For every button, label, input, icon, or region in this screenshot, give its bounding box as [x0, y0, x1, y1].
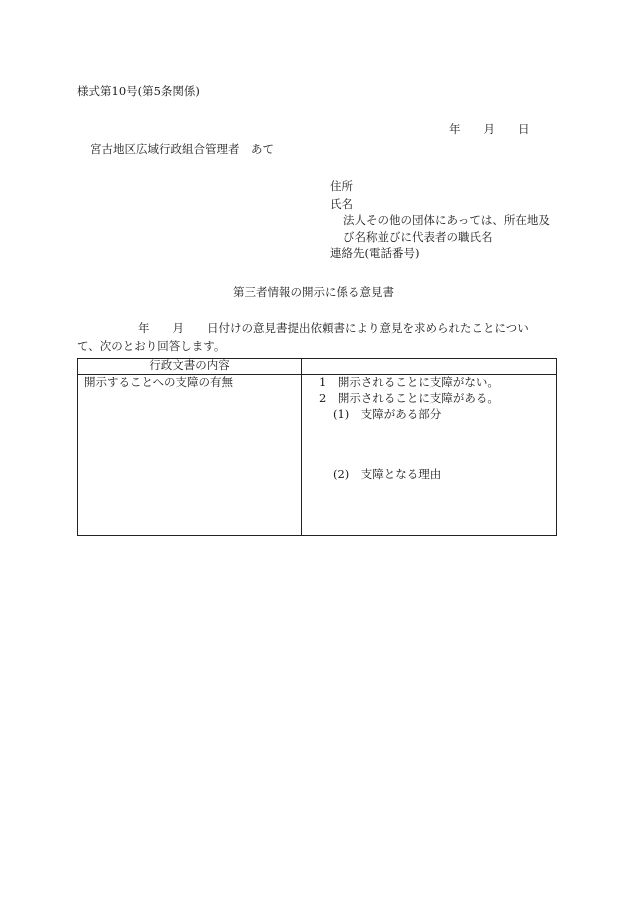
form-number: 様式第10号(第5条関係) [77, 84, 200, 98]
corp-note-line2: び名称並びに代表者の職氏名 [343, 230, 493, 244]
document-title: 第三者情報の開示に係る意見書 [233, 285, 394, 299]
opinion-table [77, 358, 557, 536]
table-header-right [302, 359, 557, 375]
intro-line2: て、次のとおり回答します。 [77, 339, 226, 353]
date-line: 年 月 日 [449, 122, 530, 136]
sub-item-2: (2) 支障となる理由 [333, 467, 442, 481]
contact-label: 連絡先(電話番号) [330, 246, 420, 260]
intro-line1: 年 月 日付けの意見書提出依頼書により意見を求められたことについ [138, 321, 529, 335]
table-answer-cell [302, 375, 557, 536]
name-label: 氏名 [330, 197, 353, 211]
table-row-label-cell [78, 375, 302, 536]
option-2: 2 開示されることに支障がある。 [319, 391, 499, 405]
option-1: 1 開示されることに支障がない。 [319, 375, 499, 389]
sub-item-1: (1) 支障がある部分 [333, 407, 442, 421]
table-header-left: 行政文書の内容 [78, 359, 302, 375]
address-label: 住所 [330, 179, 353, 193]
row-label: 開示することへの支障の有無 [84, 375, 234, 389]
addressee: 宮古地区広域行政組合管理者 あて [90, 142, 274, 156]
corp-note-line1: 法人その他の団体にあっては、所在地及 [343, 213, 550, 227]
